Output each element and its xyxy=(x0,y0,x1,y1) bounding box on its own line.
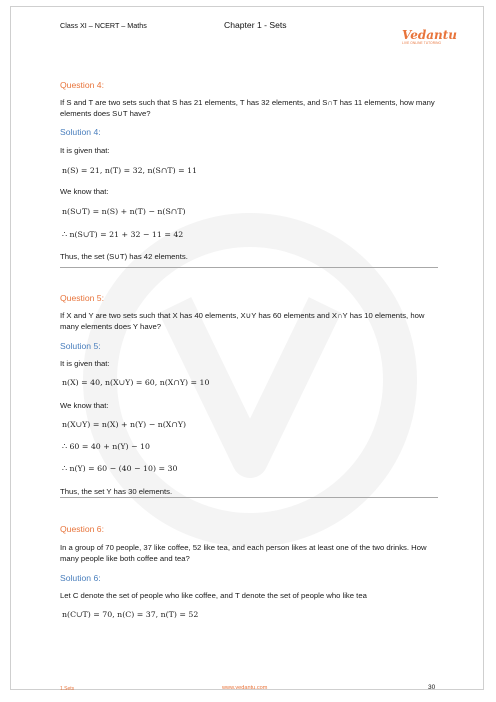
question-5-text: If X and Y are two sets such that X has 40 elements, X∪Y has 60 elements and X∩Y has 10 elements, how many elements does Y have? xyxy=(60,311,425,332)
question-4-title: Question 4: xyxy=(60,80,104,90)
footer-chapter: 1.Sets xyxy=(60,686,75,692)
logo-wordmark: Vedantu xyxy=(402,28,458,42)
solution-5-conclusion: Thus, the set Y has 30 elements. xyxy=(60,487,173,496)
solution-5-eq4: ∴ n(Y) = 60 − (40 − 10) = 30 xyxy=(62,464,178,473)
vedantu-logo xyxy=(401,28,458,46)
logo-tagline: LIVE ONLINE TUTORING xyxy=(402,41,442,45)
header-chapter-title: Chapter 1 - Sets xyxy=(224,20,287,30)
solution-6-intro: Let C denote the set of people who like coffee, and T denote the set of people who like tea xyxy=(60,591,367,600)
footer-website-link[interactable]: www.vedantu.com xyxy=(222,685,268,691)
solution-5-know: We know that: xyxy=(60,401,109,410)
question-6-title: Question 6: xyxy=(60,524,104,534)
solution-5-eq1: n(X) = 40, n(X∪Y) = 60, n(X∩Y) = 10 xyxy=(62,378,210,387)
solution-4-eq1: n(S) = 21, n(T) = 32, n(S∩T) = 11 xyxy=(62,166,198,175)
solution-6-title: Solution 6: xyxy=(60,573,101,583)
divider xyxy=(60,267,438,268)
question-6-text: In a group of 70 people, 37 like coffee, 52 like tea, and each person likes at least one of the two drinks. How many people like both coffee and tea? xyxy=(60,543,427,564)
divider xyxy=(60,497,438,498)
solution-4-conclusion: Thus, the set (S∪T) has 42 elements. xyxy=(60,252,188,261)
question-4-text: If S and T are two sets such that S has 21 elements, T has 32 elements, and S∩T has 11 elements, how many elements does S∪T have? xyxy=(60,98,435,119)
solution-5-title: Solution 5: xyxy=(60,341,101,351)
solution-5-eq2: n(X∪Y) = n(X) + n(Y) − n(X∩Y) xyxy=(62,420,187,429)
solution-4-title: Solution 4: xyxy=(60,127,101,137)
solution-4-know: We know that: xyxy=(60,187,109,196)
solution-5-given: It is given that: xyxy=(60,359,110,368)
solution-4-given: It is given that: xyxy=(60,146,110,155)
solution-5-eq3: ∴ 60 = 40 + n(Y) − 10 xyxy=(62,442,150,451)
header-class-label: Class XI – NCERT – Maths xyxy=(60,21,147,30)
solution-4-eq2: n(S∪T) = n(S) + n(T) − n(S∩T) xyxy=(62,207,186,216)
solution-4-eq3: ∴ n(S∪T) = 21 + 32 − 11 = 42 xyxy=(62,230,184,239)
solution-6-eq1: n(C∪T) = 70, n(C) = 37, n(T) = 52 xyxy=(62,610,199,619)
page-number: 30 xyxy=(428,684,436,691)
question-5-title: Question 5: xyxy=(60,293,104,303)
